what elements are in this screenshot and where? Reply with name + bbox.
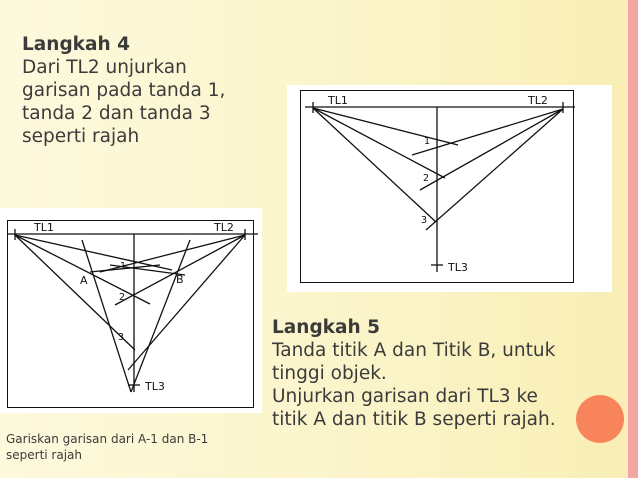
- step5-line: Unjurkan garisan dari TL3 ke: [272, 386, 538, 407]
- step5-line: Tanda titik A dan Titik B, untuk: [272, 340, 556, 361]
- label-tl3: TL3: [145, 380, 165, 393]
- step4-line: tanda 2 dan tanda 3: [22, 103, 211, 124]
- mark-1: 1: [424, 136, 431, 147]
- label-tl2: TL2: [214, 221, 234, 234]
- step5-text: [272, 316, 602, 431]
- label-a: A: [80, 274, 88, 287]
- step4-line: Dari TL2 unjurkan: [22, 57, 187, 78]
- mark-3: 3: [421, 215, 428, 226]
- step5-line: tinggi objek.: [272, 363, 387, 384]
- step4-line: seperti rajah: [22, 126, 140, 147]
- step5-line: titik A dan titik B seperti rajah.: [272, 409, 556, 430]
- step4-title: Langkah 4: [22, 34, 130, 55]
- mark-2: 2: [423, 173, 430, 184]
- step4-line: garisan pada tanda 1,: [22, 80, 226, 101]
- label-tl1: TL1: [34, 221, 54, 234]
- label-b: B: [176, 273, 184, 286]
- decorative-dot: [576, 395, 624, 443]
- caption-line: Gariskan garisan dari A-1 dan B-1: [6, 432, 209, 446]
- caption: [6, 431, 256, 463]
- step5-title: Langkah 5: [272, 317, 380, 338]
- caption-line: seperti rajah: [6, 448, 83, 462]
- label-tl2: TL2: [528, 94, 548, 107]
- mark-3: 3: [118, 332, 125, 343]
- label-tl3: TL3: [448, 261, 468, 274]
- mark-1: 1: [120, 261, 127, 272]
- mark-2: 2: [119, 292, 126, 303]
- label-tl1: TL1: [328, 94, 348, 107]
